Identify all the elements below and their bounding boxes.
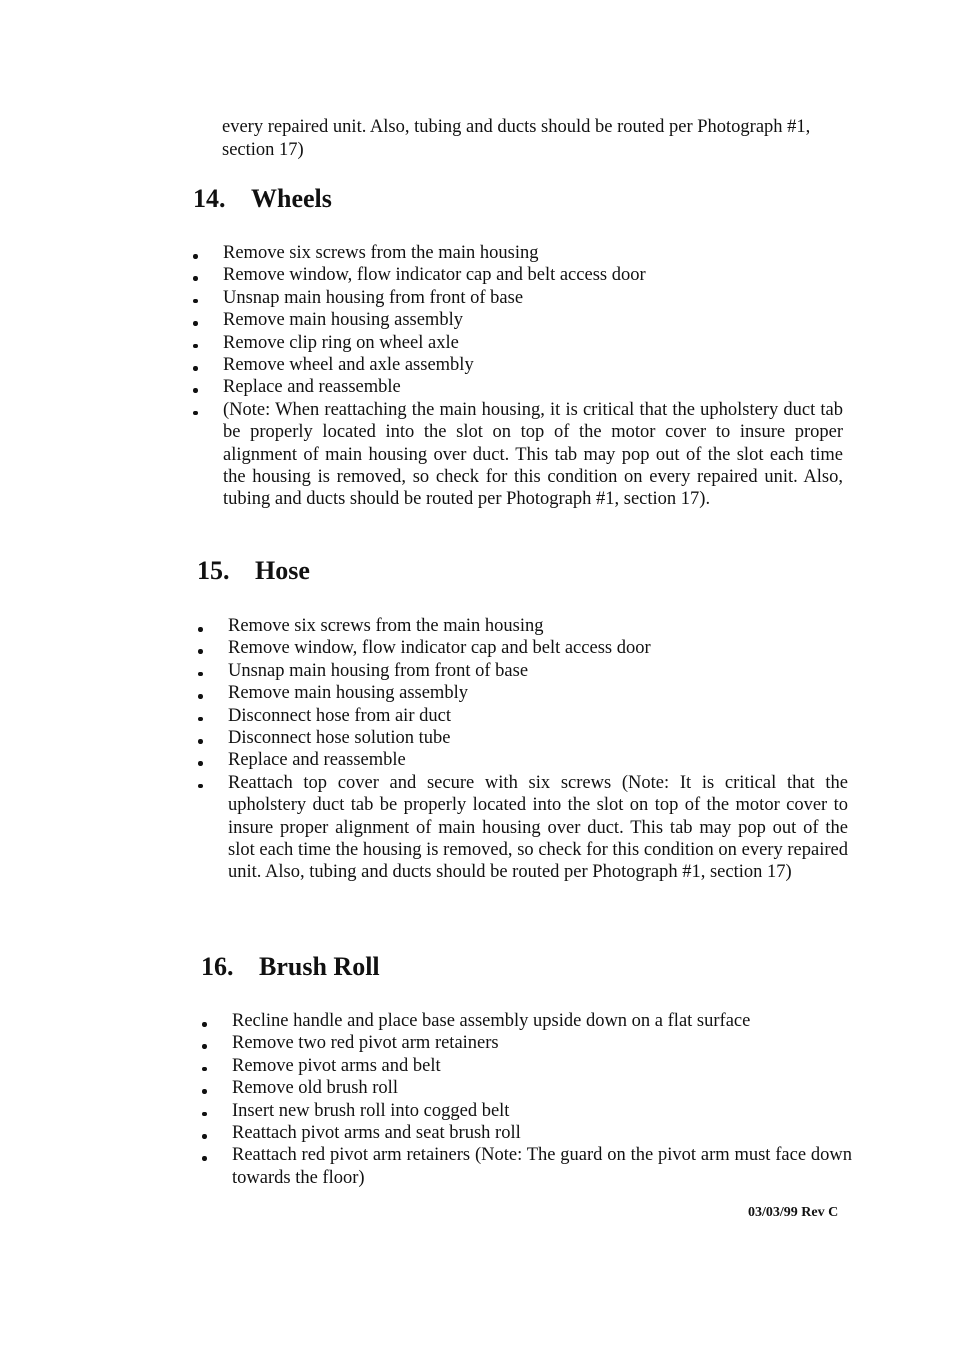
list-item-text: Remove main housing assembly: [228, 683, 468, 704]
section-14-list: [193, 242, 843, 511]
list-item: [193, 332, 843, 354]
section-14-title: Wheels: [251, 184, 332, 213]
revision-footer: 03/03/99 Rev C: [748, 1205, 839, 1220]
bullet-icon: [193, 344, 198, 349]
list-item-text: Unsnap main housing from front of base: [223, 287, 524, 308]
list-item: [193, 354, 843, 376]
section-15-heading: [197, 556, 310, 586]
list-item: [193, 264, 843, 286]
list-item: [198, 705, 848, 727]
list-item-text: Recline handle and place base assembly upside down on a flat surface: [232, 1011, 751, 1031]
bullet-icon: [198, 784, 203, 789]
bullet-icon: [202, 1044, 207, 1049]
bullet-icon: [202, 1089, 207, 1094]
bullet-icon: [193, 321, 198, 326]
list-item: [202, 1122, 852, 1144]
section-14-heading: [193, 184, 332, 214]
bullet-icon: [198, 761, 203, 766]
bullet-icon: [198, 739, 203, 744]
section-16-number: 16.: [201, 952, 234, 981]
list-item-text: Insert new brush roll into cogged belt: [232, 1100, 510, 1121]
section-15-list: [198, 615, 848, 884]
list-item-text: Reattach top cover and secure with six screws (Note: It is critical that the upholstery duct tab be properly located into the slot on top of the motor cover to insure proper alignment of main housing over duct. This tab may pop out of the slot each time the housing is removed, so check for this condition on every repaired unit. Also, tubing and ducts should be routed per Photograph #1, section 17): [228, 772, 848, 883]
list-item-text: Remove six screws from the main housing: [228, 616, 544, 636]
list-item-text: Disconnect hose solution tube: [228, 728, 451, 749]
list-item: [198, 637, 848, 659]
list-item-text: Remove main housing assembly: [223, 310, 463, 331]
list-item-text: Remove pivot arms and belt: [232, 1055, 441, 1076]
bullet-icon: [193, 254, 198, 259]
bullet-icon: [193, 411, 198, 416]
section-16-title: Brush Roll: [259, 952, 380, 981]
list-item-text: Reattach pivot arms and seat brush roll: [232, 1123, 521, 1144]
section-16-heading: [201, 952, 380, 982]
bullet-icon: [198, 672, 203, 677]
bullet-icon: [193, 388, 198, 393]
list-item-text: Remove window, flow indicator cap and belt access door: [223, 265, 646, 286]
bullet-icon: [202, 1134, 207, 1139]
bullet-icon: [198, 694, 203, 699]
list-item: [198, 772, 848, 884]
intro-paragraph: every repaired unit. Also, tubing and ducts should be routed per Photograph #1, section 17): [222, 117, 811, 160]
list-item: [202, 1100, 852, 1122]
list-item: [193, 399, 843, 511]
bullet-icon: [193, 366, 198, 371]
list-item-text: Remove two red pivot arm retainers: [232, 1033, 499, 1054]
list-item-text: (Note: When reattaching the main housing, it is critical that the upholstery duct tab be properly located into the slot on top of the motor cover to insure proper alignment of main housing over duct. This tab may pop out of the slot each time the housing is removed, so check for this condition on every repaired unit. Also, tubing and ducts should be routed per Photograph #1, section 17).: [223, 399, 843, 510]
list-item: [198, 660, 848, 682]
bullet-icon: [198, 717, 203, 722]
list-item-text: Replace and reassemble: [228, 750, 406, 771]
list-item-text: Remove wheel and axle assembly: [223, 355, 474, 376]
bullet-icon: [198, 627, 203, 632]
list-item: [202, 1077, 852, 1099]
list-item: [198, 727, 848, 749]
section-14-number: 14.: [193, 184, 226, 213]
section-16-list: [202, 1010, 852, 1189]
list-item-text: Remove old brush roll: [232, 1078, 398, 1099]
bullet-icon: [193, 276, 198, 281]
bullet-icon: [202, 1112, 207, 1117]
list-item: [202, 1144, 852, 1189]
list-item-text: Reattach red pivot arm retainers (Note: The guard on the pivot arm must face down towards the floor): [232, 1145, 852, 1188]
bullet-icon: [193, 299, 198, 304]
section-15-number: 15.: [197, 556, 230, 585]
bullet-icon: [198, 649, 203, 654]
list-item: [202, 1010, 852, 1032]
list-item: [198, 682, 848, 704]
list-item: [193, 242, 843, 264]
list-item-text: Remove clip ring on wheel axle: [223, 332, 459, 353]
list-item: [198, 615, 848, 637]
list-item: [198, 749, 848, 771]
list-item: [193, 309, 843, 331]
list-item: [202, 1055, 852, 1077]
section-15-title: Hose: [255, 556, 310, 585]
list-item-text: Remove window, flow indicator cap and belt access door: [228, 638, 651, 659]
list-item-text: Disconnect hose from air duct: [228, 705, 451, 726]
bullet-icon: [202, 1156, 207, 1161]
list-item-text: Remove six screws from the main housing: [223, 243, 539, 263]
bullet-icon: [202, 1022, 207, 1027]
list-item: [193, 287, 843, 309]
list-item-text: Replace and reassemble: [223, 377, 401, 398]
list-item-text: Unsnap main housing from front of base: [228, 660, 529, 681]
bullet-icon: [202, 1067, 207, 1072]
list-item: [202, 1032, 852, 1054]
list-item: [193, 376, 843, 398]
